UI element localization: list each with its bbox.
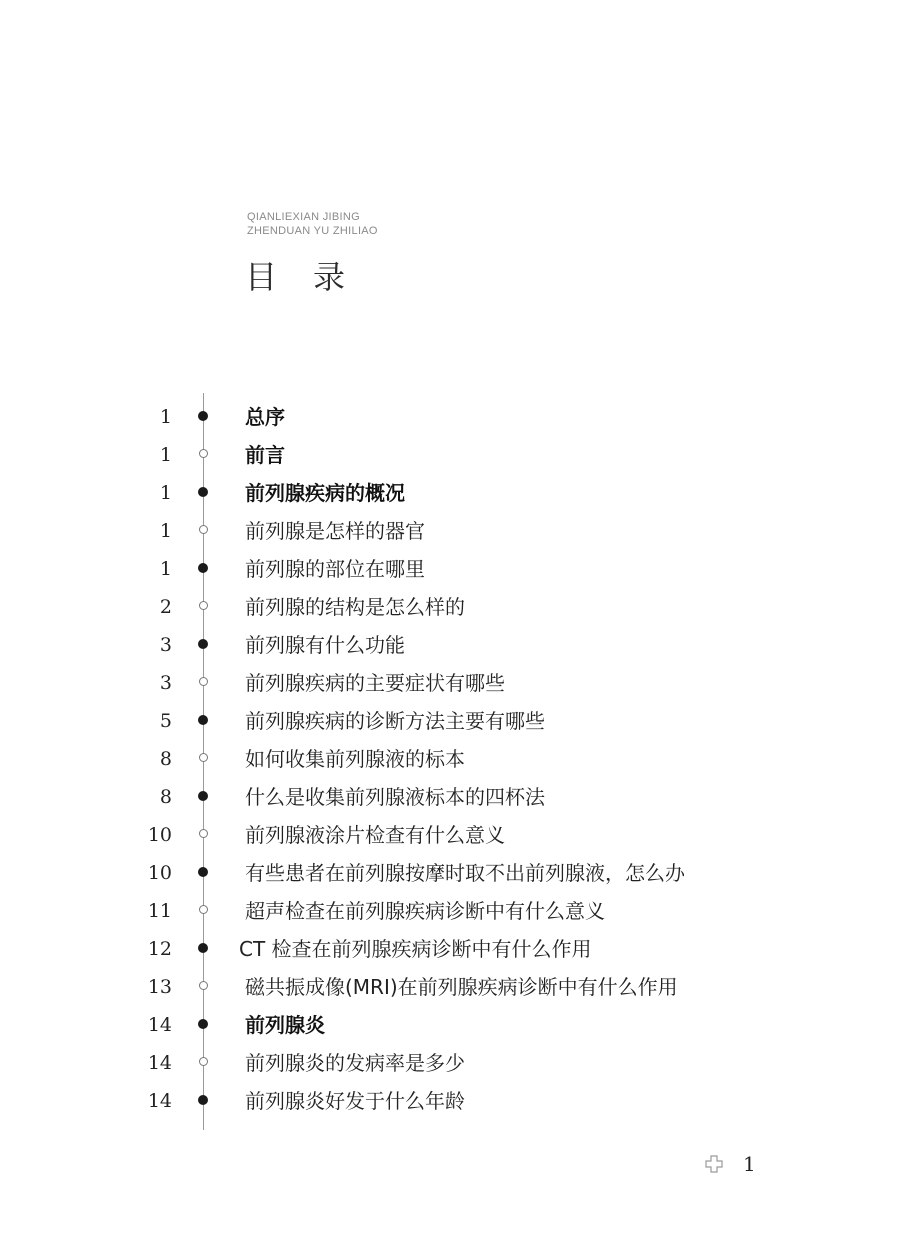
filled-dot-icon [198,639,208,649]
toc-entry[interactable] [0,1082,900,1120]
toc-page-number: 14 [147,1090,172,1112]
toc-entry-label: 超声检查在前列腺疾病诊断中有什么意义 [245,899,605,923]
toc-entry[interactable] [0,778,900,816]
pinyin-line-1: QIANLIEXIAN JIBING [247,211,360,223]
toc-entry-label: 前列腺液涂片检查有什么意义 [245,823,505,847]
hollow-dot-icon [199,1057,208,1066]
filled-dot-icon [198,867,208,877]
toc-entry-label: 前列腺是怎样的器官 [245,519,425,543]
toc-entry-label: CT 检查在前列腺疾病诊断中有什么作用 [239,937,592,961]
toc-page-number: 14 [147,1052,172,1074]
toc-entry-label: 前列腺有什么功能 [245,633,405,657]
pinyin-line-2: ZHENDUAN YU ZHILIAO [247,225,378,237]
book-title-pinyin [247,210,378,238]
toc-entry[interactable] [0,664,900,702]
toc-entry[interactable] [0,702,900,740]
toc-page-number: 1 [159,558,172,580]
toc-entry[interactable] [0,512,900,550]
toc-page-number: 8 [159,786,172,808]
hollow-dot-icon [199,905,208,914]
toc-page-number: 11 [147,900,172,922]
toc-entry[interactable] [0,626,900,664]
filled-dot-icon [198,563,208,573]
toc-page-number: 10 [147,862,172,884]
hollow-dot-icon [199,601,208,610]
toc-entry[interactable] [0,816,900,854]
toc-entry[interactable] [0,588,900,626]
cross-outline-icon [705,1155,723,1173]
hollow-dot-icon [199,753,208,762]
toc-page-number: 5 [159,710,172,732]
toc-entry-label: 总序 [245,405,285,429]
toc-entry-label: 前列腺炎 [245,1013,325,1037]
toc-entry-label: 如何收集前列腺液的标本 [245,747,465,771]
toc-entry-label: 磁共振成像(MRI)在前列腺疾病诊断中有什么作用 [245,975,678,999]
filled-dot-icon [198,1019,208,1029]
page-title: 目录 [245,258,382,296]
toc-entry-label: 前列腺疾病的概况 [245,481,405,505]
toc-page-number: 1 [159,520,172,542]
toc-entry[interactable] [0,892,900,930]
filled-dot-icon [198,1095,208,1105]
toc-entry[interactable] [0,436,900,474]
hollow-dot-icon [199,449,208,458]
toc-page-number: 1 [159,482,172,504]
filled-dot-icon [198,487,208,497]
toc-entry-label: 前言 [245,443,285,467]
toc-list [0,398,900,1120]
toc-entry-label: 前列腺疾病的主要症状有哪些 [245,671,505,695]
toc-entry[interactable] [0,398,900,436]
toc-entry[interactable] [0,854,900,892]
page-number: 1 [743,1152,756,1176]
toc-entry[interactable] [0,474,900,512]
toc-entry-label: 前列腺疾病的诊断方法主要有哪些 [245,709,545,733]
toc-page-number: 10 [147,824,172,846]
filled-dot-icon [198,715,208,725]
toc-entry[interactable] [0,550,900,588]
toc-entry[interactable] [0,968,900,1006]
toc-entry-label: 什么是收集前列腺液标本的四杯法 [245,785,545,809]
toc-page-number: 3 [159,672,172,694]
toc-page-number: 13 [147,976,172,998]
toc-page-number: 1 [159,406,172,428]
filled-dot-icon [198,791,208,801]
hollow-dot-icon [199,829,208,838]
filled-dot-icon [198,411,208,421]
toc-page-number: 14 [147,1014,172,1036]
toc-entry-label: 前列腺的部位在哪里 [245,557,425,581]
toc-entry[interactable] [0,740,900,778]
toc-page-number: 8 [159,748,172,770]
toc-page-number: 3 [159,634,172,656]
filled-dot-icon [198,943,208,953]
toc-entry[interactable] [0,1006,900,1044]
toc-entry-label: 有些患者在前列腺按摩时取不出前列腺液，怎么办 [245,861,685,885]
toc-entry-label: 前列腺的结构是怎么样的 [245,595,465,619]
hollow-dot-icon [199,981,208,990]
toc-entry[interactable] [0,930,900,968]
hollow-dot-icon [199,525,208,534]
toc-entry-label: 前列腺炎好发于什么年龄 [245,1089,465,1113]
toc-page-number: 12 [147,938,172,960]
toc-entry-label: 前列腺炎的发病率是多少 [245,1051,465,1075]
toc-page-number: 2 [159,596,172,618]
hollow-dot-icon [199,677,208,686]
toc-entry[interactable] [0,1044,900,1082]
toc-page-number: 1 [159,444,172,466]
